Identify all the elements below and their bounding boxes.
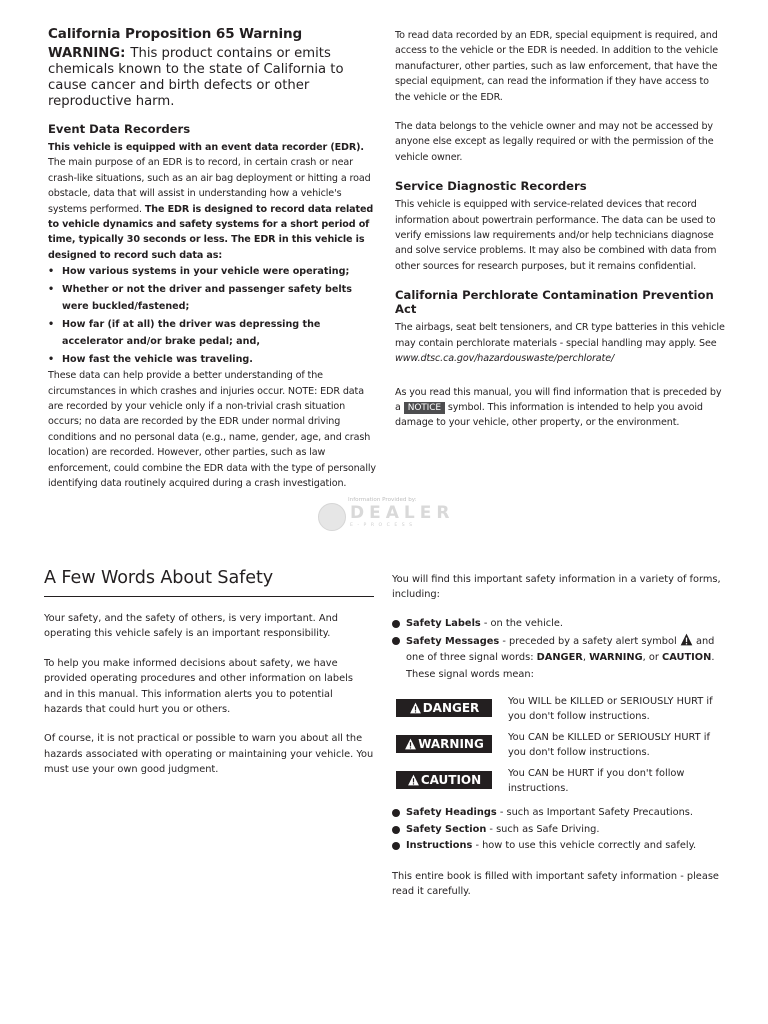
notice-text-after: symbol. This information is intended to help you avoid damage to your vehicle, other property, or the environment.	[395, 401, 703, 429]
safety-headings-text: - such as Important Safety Precautions.	[496, 807, 694, 819]
separator: , or	[642, 652, 663, 664]
perchlorate-text	[395, 320, 725, 366]
caution-text: You CAN be HURT if you don't follow instructions.	[508, 768, 685, 794]
warning-badge	[396, 735, 492, 753]
prop65-warning-text: This product contains or emits chemicals known to the state of California to cause cancer and birth defects or other reproductive harm.	[48, 46, 344, 109]
safety-messages-text1: - preceded by a safety alert symbol	[499, 635, 680, 647]
safety-alert-icon	[407, 774, 420, 786]
edr-bullet-list	[48, 263, 378, 368]
safety-paragraph-3: Of course, it is not practical or possible to warn you about all the hazards associated with operating or maintaining your vehicle. You must use your own good judgment.	[44, 733, 374, 776]
caution-label: CAUTION	[420, 773, 482, 788]
safety-forms-list	[392, 616, 726, 683]
right-column-top	[395, 28, 725, 431]
signal-danger	[392, 695, 726, 729]
safety-messages-bold: Safety Messages	[406, 635, 500, 647]
safety-messages-text3: . These signal words mean:	[406, 652, 715, 680]
watermark-caption: Information Provided by:	[348, 497, 417, 503]
edr-intro	[48, 140, 378, 263]
edr-intro-bold: This vehicle is equipped with an event data recorder (EDR).	[48, 142, 364, 153]
perchlorate-body: The airbags, seat belt tensioners, and CR type batteries in this vehicle may contain perchlorate materials - special handling may apply. See	[395, 322, 725, 349]
list-item	[392, 616, 726, 633]
edr-title: Event Data Recorders	[48, 122, 191, 136]
safety-labels-bold: Safety Labels	[406, 618, 481, 630]
edr-access: To read data recorded by an EDR, special equipment is required, and access to the vehicle or the EDR is needed. In addition to the vehicle manufacturer, other parties, such as law enforcement, that have the special equipment, can read the information if they have access to the vehicle or the EDR.	[395, 30, 719, 103]
safety-alert-icon	[680, 633, 693, 646]
edr-closing: These data can help provide a better understanding of the circumstances in which crashes and injuries occur. NOTE: EDR data are recorded by your vehicle only if a non-trivial crash situation occurs; no data are recorded by the EDR under normal driving conditions and no personal data (e.g., name, gender, age, and crash location) are recorded. However, other parties, such as law enforcement, could combine the EDR data with the type of personally identifying data routinely acquired during a crash investigation.	[48, 370, 376, 490]
warning-text: You CAN be KILLED or SERIOUSLY HURT if you don't follow instructions.	[508, 732, 710, 758]
dealer-watermark	[318, 497, 455, 533]
list-item: • How fast the vehicle was traveling.	[48, 351, 378, 369]
safety-section-bold: Safety Section	[406, 823, 487, 835]
list-item: • Whether or not the driver and passenger safety belts were buckled/fastened;	[48, 281, 378, 316]
notice-badge: NOTICE	[404, 402, 445, 414]
sdr-text: This vehicle is equipped with service-related devices that record information about powertrain performance. The data can be used to verify emissions law requirements and/or help technicians diagnose and solve service problems. It may also be combined with data from other sources for research purposes, but it remains confidential.	[395, 199, 717, 272]
safety-paragraph-2: To help you make informed decisions about safety, we have provided operating procedures and other information on labels and in this manual. This information alerts you to potential hazards that could hurt you or others.	[44, 657, 353, 716]
safety-forms-intro: You will find this important safety information in a variety of forms, including:	[392, 574, 721, 601]
bullet-dot-icon	[392, 826, 400, 834]
list-item: • How far (if at all) the driver was depressing the accelerator and/or brake pedal; and,	[48, 316, 378, 351]
prop65-title: California Proposition 65 Warning	[48, 26, 303, 42]
safety-title: A Few Words About Safety	[44, 568, 374, 597]
bullet-dot-icon	[392, 809, 400, 817]
safety-forms-list-2	[392, 805, 726, 855]
caution-badge	[396, 771, 492, 789]
watermark-brand: DEALER	[350, 503, 455, 523]
perchlorate-url: www.dtsc.ca.gov/hazardouswaste/perchlorate/	[395, 353, 615, 365]
watermark-subtitle: E-PROCESS	[350, 523, 417, 528]
separator: ,	[582, 652, 590, 664]
edr-intro-bold2: The EDR is designed to record data related to vehicle dynamics and safety systems for a short period of time, typically 30 seconds or less. The EDR in this vehicle is designed to record such data as:	[48, 203, 374, 261]
sdr-title: Service Diagnostic Recorders	[395, 179, 587, 194]
danger-text: You WILL be KILLED or SERIOUSLY HURT if you don't follow instructions.	[508, 696, 713, 722]
left-column-bottom	[44, 568, 374, 778]
list-item	[392, 633, 726, 684]
instructions-bold: Instructions	[406, 840, 473, 852]
left-column-top	[48, 26, 378, 492]
prop65-warning-label: WARNING:	[48, 46, 126, 61]
safety-alert-icon	[409, 702, 422, 714]
safety-closing: This entire book is filled with important safety information - please read it carefully.	[392, 870, 719, 898]
instructions-text: - how to use this vehicle correctly and safely.	[472, 840, 697, 852]
edr-intro-text: The main purpose of an EDR is to record, in certain crash or near crash-like situations, such as an air bag deployment or hitting a road obstacle, data that will assist in understanding how a vehicle's systems performed.	[48, 157, 371, 215]
safety-paragraph-1: Your safety, and the safety of others, is very important. And operating this vehicle safely is an important responsibility.	[44, 613, 339, 640]
signal-warning	[392, 731, 726, 765]
signal-word-danger: DANGER	[536, 652, 583, 664]
bullet-dot-icon	[392, 637, 400, 645]
signal-word-caution: CAUTION	[662, 652, 712, 664]
perchlorate-title: California Perchlorate Contamination Prevention Act	[395, 288, 714, 317]
danger-label: DANGER	[422, 701, 480, 716]
right-column-bottom	[392, 572, 726, 899]
danger-badge	[396, 699, 492, 717]
bullet-dot-icon	[392, 842, 400, 850]
edr-ownership: The data belongs to the vehicle owner and may not be accessed by anyone else except as legally required or with the permission of the vehicle owner.	[395, 121, 714, 163]
list-item	[392, 805, 726, 822]
bullet-dot-icon	[392, 620, 400, 628]
safety-section-text: - such as Safe Driving.	[486, 823, 600, 835]
safety-headings-bold: Safety Headings	[406, 807, 497, 819]
notice-text-before: As you read this manual, you will find information that is preceded by a	[395, 386, 722, 413]
safety-alert-icon	[404, 738, 417, 750]
signal-caution	[392, 767, 726, 801]
list-item	[392, 838, 726, 855]
safety-labels-text: - on the vehicle.	[480, 618, 564, 630]
notice-paragraph	[395, 385, 725, 431]
watermark-logo-icon	[318, 503, 346, 531]
list-item	[392, 822, 726, 839]
prop65-warning	[48, 46, 378, 110]
safety-messages-text2: and one of three signal words:	[406, 635, 715, 664]
warning-label: WARNING	[418, 737, 484, 752]
list-item: • How various systems in your vehicle were operating;	[48, 263, 378, 281]
signal-word-warning: WARNING	[589, 652, 643, 664]
